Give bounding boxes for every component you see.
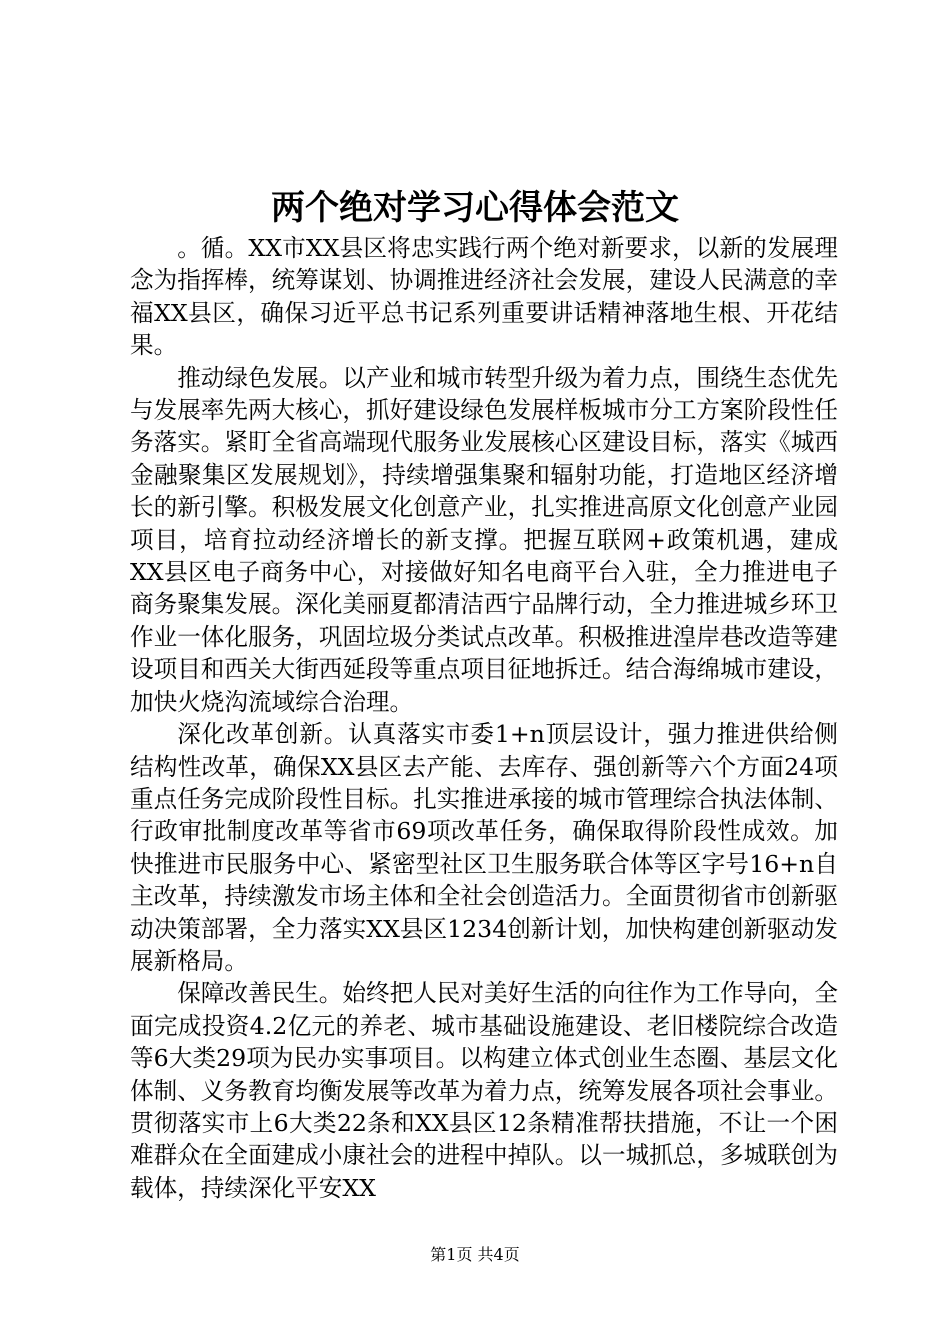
paragraph-reform-innovation: 深化改革创新。认真落实市委1+n顶层设计，强力推进供给侧结构性改革，确保XX县区去产能、去库存、强创新等六个方面24项重点任务完成阶段性目标。扎实推进承接的城市管理综合执法体制、行政审批制度改革等省市69项改革任务，确保取得阶段性成效。加快推进市民服务中心、紧密型社区卫生服务联合体等区字号16+n自主改革，持续激发市场主体和全社会创造活力。全面贯彻省市创新驱动决策部署，全力落实XX县区1234创新计划，加快构建创新驱动发展新格局。 (130, 720, 838, 975)
page-number-footer: 第1页 共4页 (430, 1245, 520, 1264)
paragraph-green-development: 推动绿色发展。以产业和城市转型升级为着力点，围绕生态优先与发展率先两大核心，抓好建设绿色发展样板城市分工方案阶段性任务落实。紧盯全省高端现代服务业发展核心区建设目标，落实《城西金融聚集区发展规划》，持续增强集聚和辐射功能，打造地区经济增长的新引擎。积极发展文化创意产业，扎实推进高原文化创意产业园项目，培育拉动经济增长的新支撑。把握互联网+政策机遇，建成XX县区电子商务中心，对接做好知名电商平台入驻，全力推进电子商务聚集发展。深化美丽夏都清洁西宁品牌行动，全力推进城乡环卫作业一体化服务，巩固垃圾分类试点改革。积极推进湟岸巷改造等建设项目和西关大街西延段等重点项目征地拆迁。结合海绵城市建设，加快火烧沟流域综合治理。 (130, 363, 838, 716)
document-body (130, 232, 838, 1204)
paragraph-livelihood: 保障改善民生。始终把人民对美好生活的向往作为工作导向，全面完成投资4.2亿元的养老、城市基础设施建设、老旧楼院综合改造等6大类29项为民办实事项目。以构建立体式创业生态圈、基层文化体制、义务教育均衡发展等改革为着力点，统筹发展各项社会事业。贯彻落实市上6大类22条和XX县区12条精准帮扶措施，不让一个困难群众在全面建成小康社会的进程中掉队。以一城抓总，多城联创为载体，持续深化平安XX (130, 979, 838, 1202)
paragraph-intro: 。循。XX市XX县区将忠实践行两个绝对新要求，以新的发展理念为指挥棒，统筹谋划、协调推进经济社会发展，建设人民满意的幸福XX县区，确保习近平总书记系列重要讲话精神落地生根、开花结果。 (130, 234, 838, 360)
document-title: 两个绝对学习心得体会范文 (271, 188, 679, 228)
